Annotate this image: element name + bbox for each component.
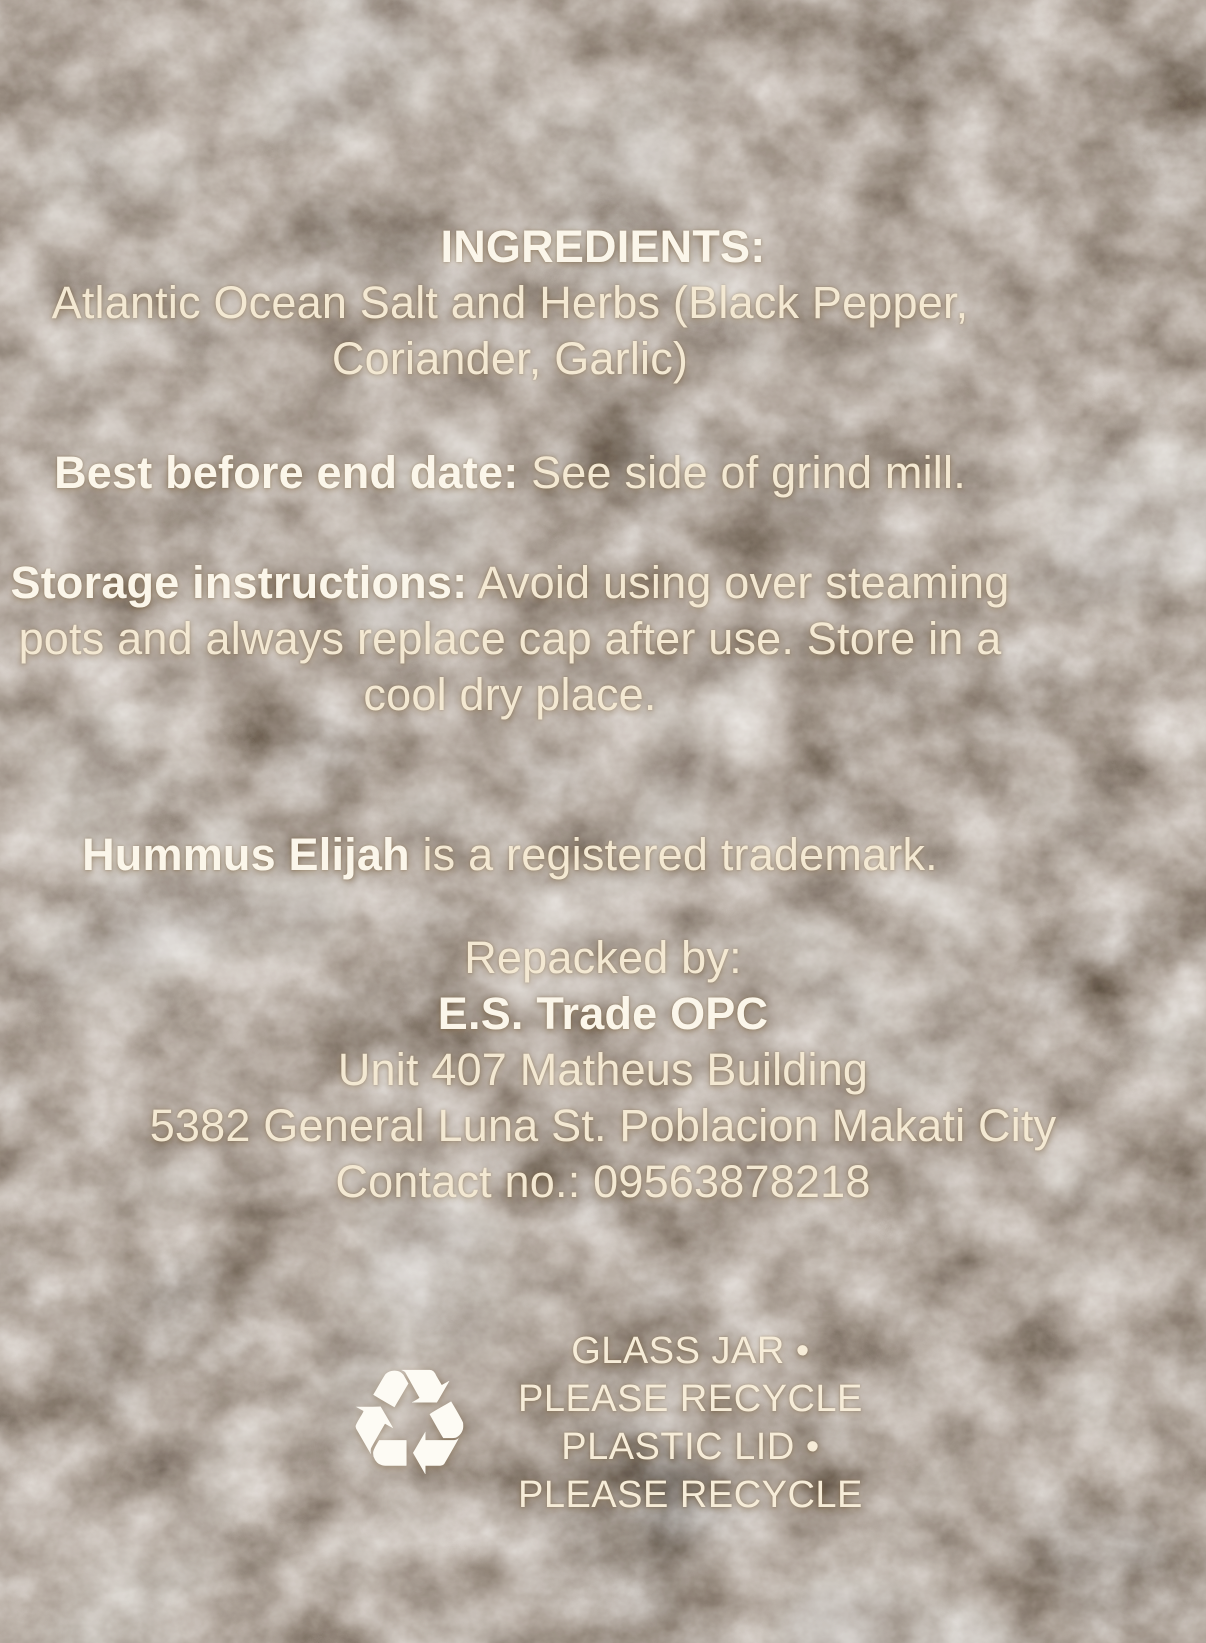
- trademark-line: [0, 827, 1020, 883]
- repacked-heading: Repacked by:: [464, 932, 742, 983]
- best-before-text: See side of grind mill.: [531, 447, 966, 498]
- trademark-section: [0, 827, 1206, 883]
- recycle-line-please-recycle-2: PLEASE RECYCLE: [517, 1474, 863, 1516]
- storage-section: [0, 555, 1206, 723]
- trademark-text: is a registered trademark.: [422, 829, 938, 880]
- recycle-line-glass-jar: GLASS JAR •: [571, 1330, 810, 1372]
- ingredients-text: Atlantic Ocean Salt and Herbs (Black Pepper, Coriander, Garlic): [51, 277, 969, 384]
- storage-line: [0, 555, 1020, 723]
- best-before-label: Best before end date:: [54, 447, 519, 498]
- repacked-address-line1: Unit 407 Matheus Building: [337, 1044, 869, 1095]
- recycle-line-plastic-lid: PLASTIC LID •: [561, 1426, 820, 1468]
- best-before-section: [0, 445, 1206, 501]
- repacked-address-line2: 5382 General Luna St. Poblacion Makati City: [149, 1100, 1057, 1151]
- repacked-by-section: [0, 930, 1206, 1210]
- recycle-line-please-recycle-1: PLEASE RECYCLE: [517, 1378, 863, 1420]
- repacked-company: E.S. Trade OPC: [437, 988, 769, 1039]
- recycle-text: [518, 1327, 863, 1519]
- best-before-line: [0, 445, 1020, 501]
- ingredients-heading: INGREDIENTS:: [440, 221, 766, 272]
- storage-text: Avoid using over steaming pots and always replace cap after use. Store in a cool dry place.: [18, 557, 1010, 720]
- storage-label: Storage instructions:: [10, 557, 468, 608]
- recycle-section: [0, 1325, 1206, 1521]
- ingredients-section: [0, 219, 1206, 387]
- trademark-brand: Hummus Elijah: [82, 829, 410, 880]
- repacked-contact: Contact no.: 09563878218: [335, 1156, 871, 1207]
- recycle-icon: ♻: [343, 1337, 476, 1509]
